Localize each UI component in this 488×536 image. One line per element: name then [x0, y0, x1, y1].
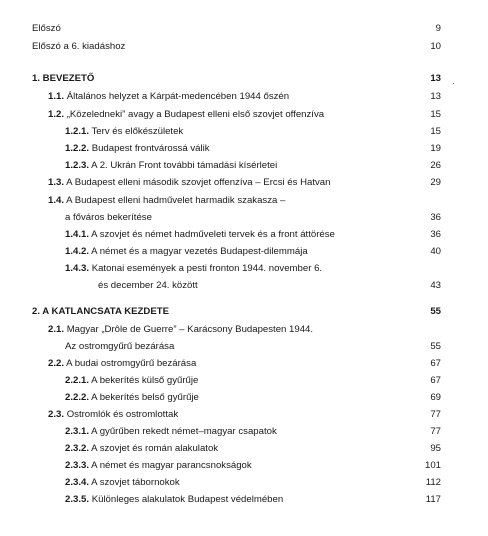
toc-subentry: [0, 493, 488, 507]
toc-chapter-1: [0, 72, 488, 86]
toc-page-number: 36: [430, 229, 441, 240]
toc-page-number: 10: [430, 41, 441, 52]
toc-page-number: 77: [430, 426, 441, 437]
toc-page-number: 15: [430, 109, 441, 120]
toc-entry-continuation: [0, 211, 488, 225]
toc-entry: [0, 357, 488, 371]
toc-page-number: 55: [430, 341, 441, 352]
section-title: A Budapest elleni hadművelet harmadik szakasza –: [66, 195, 286, 206]
section-number: 1.1.: [48, 91, 65, 102]
subsection-number: 2.3.5.: [65, 494, 90, 505]
subsection-title: Terv és előkészületek: [91, 126, 184, 137]
subsection-number: 2.2.1.: [65, 375, 90, 386]
toc-page-number: 9: [435, 23, 441, 34]
subsection-title: A szovjet és román alakulatok: [91, 443, 219, 454]
toc-page-number: 15: [430, 126, 441, 137]
toc-page-number: 36: [430, 212, 441, 223]
toc-subentry: [0, 228, 488, 242]
subsection-number: 2.2.2.: [65, 392, 90, 403]
section-number: 2.3.: [48, 409, 65, 420]
subsection-title: A német és a magyar vezetés Budapest-dilemmája: [91, 246, 308, 257]
section-title: Általános helyzet a Kárpát-medencében 1944 őszén: [66, 91, 290, 102]
subsection-title: Budapest frontvárossá válik: [91, 143, 210, 154]
toc-subentry: [0, 159, 488, 173]
toc-page-number: 43: [430, 280, 441, 291]
toc-page-number: 40: [430, 246, 441, 257]
toc-subentry: [0, 442, 488, 456]
chapter-title: 1. BEVEZETŐ: [32, 73, 95, 84]
toc-page-number: 13: [430, 73, 441, 84]
toc-subentry: [0, 142, 488, 156]
toc-page-number: 95: [430, 443, 441, 454]
subsection-number: 1.2.3.: [65, 160, 90, 171]
toc-page-number: 55: [430, 306, 441, 317]
toc-page-number: 67: [430, 358, 441, 369]
section-title: „Közeledneki” avagy a Budapest elleni első szovjet offenzíva: [66, 109, 325, 120]
section-number: 1.4.: [48, 195, 65, 206]
toc-page-number: 101: [424, 460, 441, 471]
toc-entry-foreword-6th-edition: [0, 40, 488, 54]
toc-entry-foreword: [0, 22, 488, 36]
toc-entry: [0, 323, 488, 337]
toc-subentry: [0, 245, 488, 259]
toc-entry-title: Előszó a 6. kiadáshoz: [32, 41, 126, 52]
toc-subentry: [0, 262, 488, 276]
toc-page-number: 69: [430, 392, 441, 403]
section-number: 1.3.: [48, 177, 65, 188]
toc-subentry: [0, 374, 488, 388]
toc-page-number: 77: [430, 409, 441, 420]
subsection-number: 1.2.1.: [65, 126, 90, 137]
subsection-title: A szovjet tábornokok: [91, 477, 180, 488]
subsection-title: Különleges alakulatok Budapest védelmében: [91, 494, 284, 505]
subsection-number: 1.2.2.: [65, 143, 90, 154]
toc-subentry: [0, 476, 488, 490]
subsection-title: A szovjet és német hadműveleti tervek és a front áttörése: [91, 229, 335, 240]
toc-subentry: [0, 391, 488, 405]
subsection-title: A gyűrűben rekedt német–magyar csapatok: [91, 426, 277, 437]
subsection-number: 2.3.3.: [65, 460, 90, 471]
subsection-title: A bekerítés külső gyűrűje: [91, 375, 199, 386]
toc-entry: [0, 108, 488, 122]
subsection-number: 2.3.1.: [65, 426, 90, 437]
toc-entry: [0, 408, 488, 422]
section-title: Ostromlók és ostromlottak: [66, 409, 179, 420]
section-number: 1.2.: [48, 109, 65, 120]
toc-subentry: [0, 125, 488, 139]
subsection-title: A 2. Ukrán Front további támadási kísérletei: [91, 160, 278, 171]
subsection-number: 1.4.1.: [65, 229, 90, 240]
toc-page-number: 19: [430, 143, 441, 154]
toc-page-number: 29: [430, 177, 441, 188]
toc-subentry: [0, 425, 488, 439]
section-title-continuation: a főváros bekerítése: [65, 212, 152, 223]
section-title: A Budapest elleni második szovjet offenzíva – Ercsi és Hatvan: [66, 177, 331, 188]
stray-mark: [453, 83, 454, 84]
section-title: A budai ostromgyűrű bezárása: [66, 358, 197, 369]
toc-page-number: 13: [430, 91, 441, 102]
toc-entry: [0, 194, 488, 208]
subsection-number: 1.4.3.: [65, 263, 90, 274]
toc-page-number: 117: [425, 494, 441, 505]
toc-entry-title: Előszó: [32, 23, 61, 34]
subsection-title-continuation: és december 24. között: [98, 280, 198, 291]
section-title-continuation: Az ostromgyűrű bezárása: [65, 341, 175, 352]
subsection-title: Katonai események a pesti fronton 1944. november 6.: [91, 263, 323, 274]
subsection-title: A bekerítés belső gyűrűje: [91, 392, 199, 403]
section-number: 2.1.: [48, 324, 65, 335]
section-title: Magyar „Drôle de Guerre” – Karácsony Budapesten 1944.: [66, 324, 314, 335]
subsection-number: 2.3.2.: [65, 443, 90, 454]
subsection-title: A német és magyar parancsnokságok: [91, 460, 252, 471]
toc-page-number: 26: [430, 160, 441, 171]
toc-page-number: 112: [425, 477, 441, 488]
toc-entry: [0, 176, 488, 190]
toc-subentry: [0, 459, 488, 473]
toc-chapter-2: [0, 305, 488, 319]
toc-entry-continuation: [0, 340, 488, 354]
subsection-number: 1.4.2.: [65, 246, 90, 257]
toc-entry: [0, 90, 488, 104]
toc-page-number: 67: [430, 375, 441, 386]
toc-subentry-continuation: [0, 279, 488, 293]
chapter-title: 2. A KATLANCSATA KEZDETE: [32, 306, 169, 317]
subsection-number: 2.3.4.: [65, 477, 90, 488]
section-number: 2.2.: [48, 358, 65, 369]
